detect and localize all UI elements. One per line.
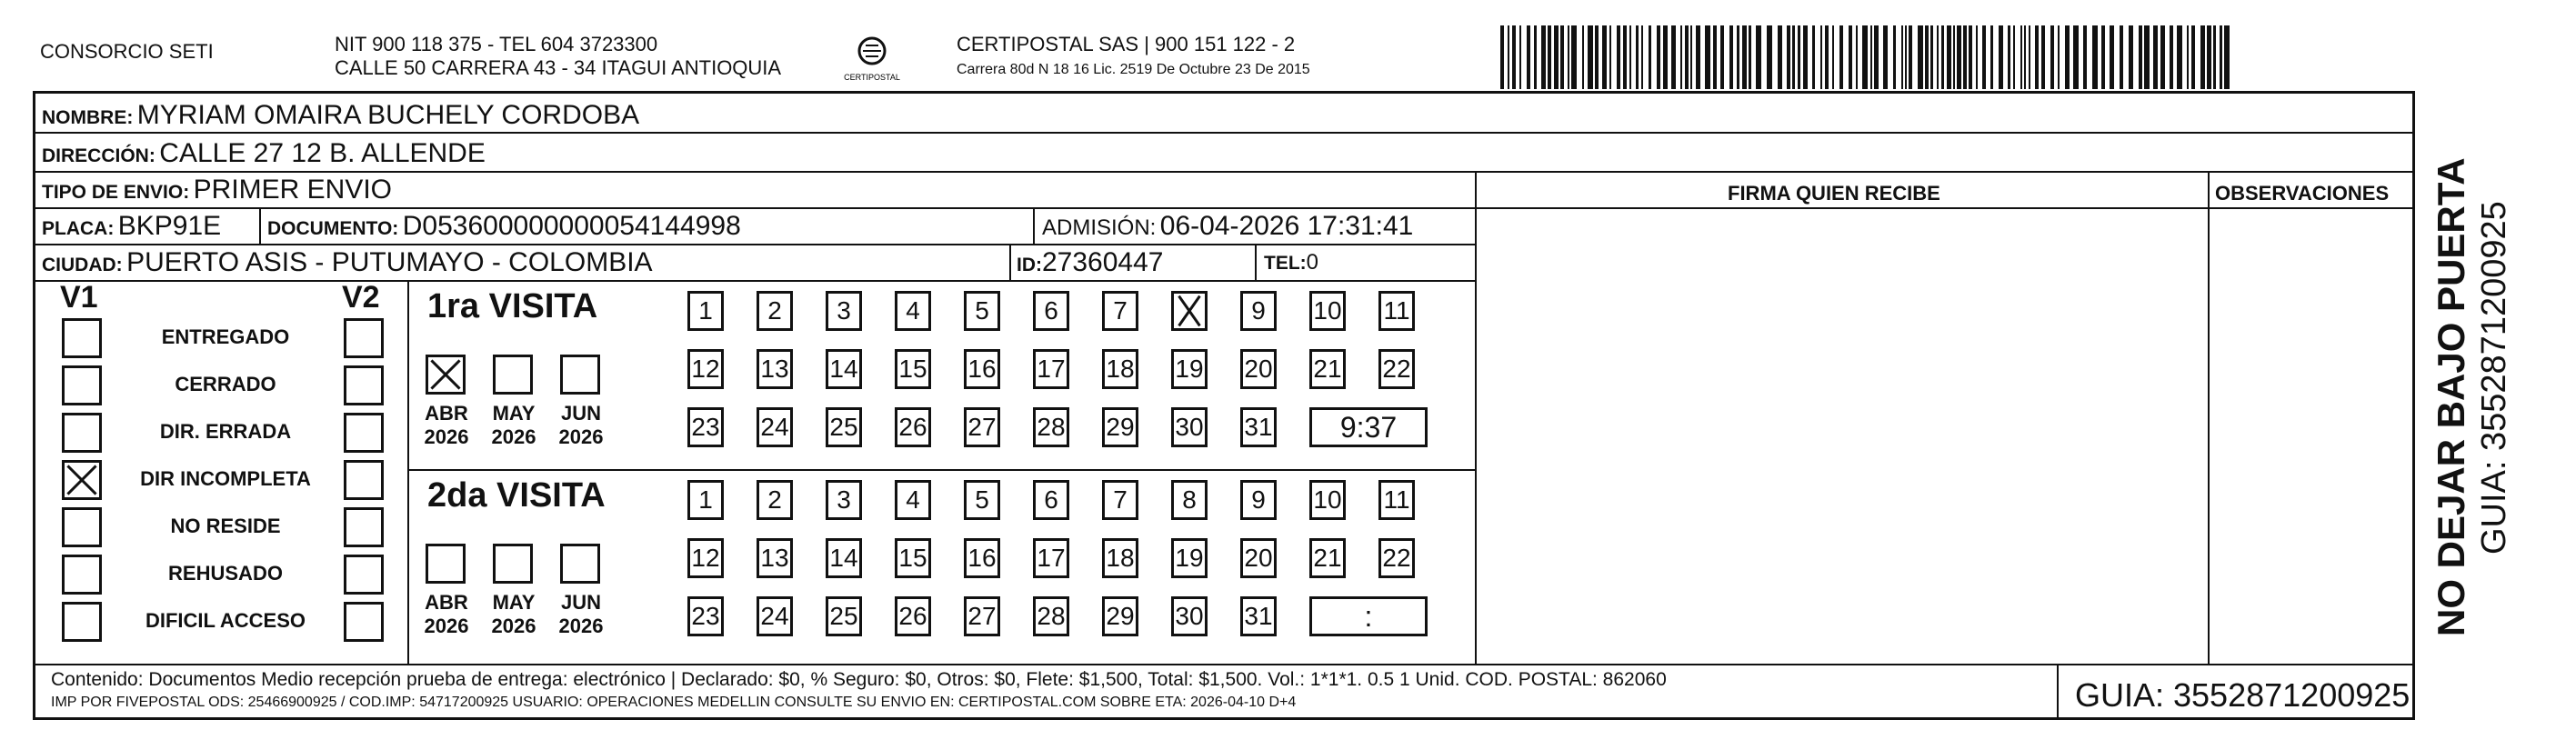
barcode-bar: [2177, 25, 2182, 89]
barcode-bar: [1527, 25, 1530, 89]
barcode-bar: [2213, 25, 2216, 89]
year-label: 2026: [491, 425, 536, 448]
barcode-bar: [1588, 25, 1593, 89]
barcode-bar: [1554, 25, 1559, 89]
barcode-bar: [1705, 25, 1710, 89]
v1-checkbox[interactable]: [62, 602, 102, 642]
license-line: Carrera 80d N 18 16 Lic. 2519 De Octubre 23 De 2015: [957, 62, 1310, 77]
cause-label: CERRADO: [175, 373, 276, 395]
day-box[interactable]: 27: [964, 407, 1000, 447]
signature-header: FIRMA QUIEN RECIBE: [1728, 182, 1940, 205]
barcode-bar: [1792, 25, 1795, 89]
month-checkbox[interactable]: [426, 544, 466, 584]
barcode-bar: [2139, 25, 2142, 89]
v1-checkbox[interactable]: [62, 413, 102, 453]
day-box[interactable]: 18: [1102, 538, 1138, 578]
barcode-bar: [2065, 25, 2070, 89]
day-box[interactable]: 16: [964, 349, 1000, 389]
year-label: 2026: [424, 425, 469, 448]
city-field: CIUDAD: PUERTO ASIS - PUTUMAYO - COLOMBIA: [42, 247, 653, 277]
shipment-type: PRIMER ENVIO: [193, 175, 393, 205]
barcode-bar: [1560, 25, 1564, 89]
company-name: CONSORCIO SETI: [40, 40, 214, 63]
id-value: 27360447: [1042, 247, 1164, 277]
day-box[interactable]: 10: [1309, 480, 1346, 520]
barcode-bar: [1617, 25, 1620, 89]
barcode-bar: [1636, 25, 1639, 89]
day-box[interactable]: 15: [895, 349, 931, 389]
city-value: PUERTO ASIS - PUTUMAYO - COLOMBIA: [126, 247, 653, 277]
barcode-bar: [1969, 25, 1972, 89]
barcode-bar: [1641, 25, 1643, 89]
day-box[interactable]: 26: [895, 407, 931, 447]
barcode-bar: [1767, 25, 1772, 89]
day-box[interactable]: 31: [1240, 596, 1277, 636]
document-field: DOCUMENTO: D053600000000054144998: [267, 211, 741, 241]
day-box[interactable]: 7: [1102, 291, 1138, 331]
v2-checkbox[interactable]: [344, 365, 384, 405]
barcode-bar: [1918, 25, 1923, 89]
barcode-bar: [1663, 25, 1668, 89]
barcode-bar: [1930, 25, 1933, 89]
plate-field: PLACA: BKP91E: [42, 211, 222, 241]
month-label: ABR: [425, 591, 468, 614]
barcode-bar: [1874, 25, 1879, 89]
barcode-bar: [1909, 25, 1912, 89]
day-box[interactable]: 25: [826, 596, 862, 636]
barcode-bar: [1685, 25, 1689, 89]
day-box[interactable]: 20: [1240, 349, 1277, 389]
barcode-bar: [1957, 25, 1961, 89]
day-box[interactable]: 7: [1102, 480, 1138, 520]
barcode-bar: [2120, 25, 2123, 89]
barcode: [1500, 25, 2237, 89]
v2-checkbox[interactable]: [344, 555, 384, 595]
barcode-bar: [2144, 25, 2150, 89]
name-field: NOMBRE: MYRIAM OMAIRA BUCHELY CORDOBA: [42, 100, 640, 130]
barcode-bar: [1602, 25, 1607, 89]
barcode-bar: [1862, 25, 1868, 89]
recipient-name: MYRIAM OMAIRA BUCHELY CORDOBA: [136, 100, 640, 130]
month-label: ABR: [425, 402, 468, 425]
barcode-bar: [1534, 25, 1537, 89]
year-label: 2026: [424, 615, 469, 637]
barcode-bar: [2170, 25, 2173, 89]
barcode-bar: [1883, 25, 1888, 89]
day-box[interactable]: 9: [1240, 480, 1277, 520]
v2-checkbox[interactable]: [344, 460, 384, 500]
barcode-bar: [1893, 25, 1896, 89]
barcode-bar: [2013, 25, 2015, 89]
day-box[interactable]: 8: [1171, 480, 1208, 520]
barcode-bar: [2160, 25, 2165, 89]
barcode-bar: [1696, 25, 1700, 89]
month-checkbox[interactable]: [560, 355, 600, 395]
print-info-line: IMP POR FIVEPOSTAL ODS: 25466900925 / COD.IMP: 54717200925 USUARIO: OPERACIONES MEDELLIN CONSULTE SU ENVIO EN: CERTIPOSTAL.COM SOBRE ETA: 2026-04-10 D+4: [51, 695, 1297, 710]
day-box[interactable]: 4: [895, 480, 931, 520]
day-box[interactable]: 17: [1033, 349, 1069, 389]
barcode-bar: [2024, 25, 2026, 89]
day-box[interactable]: 24: [757, 596, 793, 636]
barcode-bar: [1671, 25, 1676, 89]
day-box[interactable]: 2: [757, 291, 793, 331]
barcode-bar: [1720, 25, 1724, 89]
barcode-bar: [1742, 25, 1747, 89]
barcode-bar: [1820, 25, 1822, 89]
day-box[interactable]: 3: [826, 480, 862, 520]
barcode-bar: [2220, 25, 2222, 89]
cause-label: DIFICIL ACCESO: [145, 609, 306, 632]
month-year: [416, 402, 476, 449]
barcode-bar: [2035, 25, 2039, 89]
barcode-bar: [1839, 25, 1843, 89]
barcode-bar: [1729, 25, 1733, 89]
year-label: 2026: [558, 425, 604, 448]
observations-header: OBSERVACIONES: [2215, 182, 2390, 205]
barcode-bar: [2200, 25, 2205, 89]
v2-header: V2: [342, 280, 380, 315]
barcode-bar: [1925, 25, 1929, 89]
barcode-bar: [1508, 25, 1509, 89]
day-box[interactable]: 23: [687, 407, 724, 447]
day-box[interactable]: 29: [1102, 596, 1138, 636]
plate-value: BKP91E: [117, 211, 222, 241]
day-box[interactable]: 13: [757, 349, 793, 389]
day-box[interactable]: 19: [1171, 538, 1208, 578]
barcode-bar: [2029, 25, 2030, 89]
barcode-bar: [1623, 25, 1627, 89]
barcode-bar: [1519, 25, 1521, 89]
day-box[interactable]: 18: [1102, 349, 1138, 389]
visit-time[interactable]: :: [1309, 596, 1428, 636]
v2-checkbox[interactable]: [344, 413, 384, 453]
day-box[interactable]: 15: [895, 538, 931, 578]
day-box[interactable]: 28: [1033, 596, 1069, 636]
barcode-bar: [2073, 25, 2079, 89]
barcode-bar: [2092, 25, 2098, 89]
address-line: CALLE 50 CARRERA 43 - 34 ITAGUI ANTIOQUIA: [335, 56, 782, 79]
cause-label: DIR INCOMPLETA: [140, 467, 311, 490]
month-checkbox[interactable]: [493, 355, 533, 395]
barcode-bar: [1947, 25, 1951, 89]
barcode-bar: [1737, 25, 1739, 89]
day-box[interactable]: 9: [1240, 291, 1277, 331]
day-box[interactable]: 14: [826, 349, 862, 389]
barcode-bar: [1798, 25, 1800, 89]
barcode-bar: [2058, 25, 2060, 89]
day-box[interactable]: 27: [964, 596, 1000, 636]
day-box[interactable]: 6: [1033, 291, 1069, 331]
barcode-bar: [2083, 25, 2087, 89]
day-box[interactable]: 21: [1309, 349, 1346, 389]
barcode-bar: [1500, 25, 1504, 89]
barcode-bar: [1976, 25, 1978, 89]
day-box[interactable]: 25: [826, 407, 862, 447]
admission-date: 06-04-2026 17:31:41: [1159, 211, 1414, 241]
visit-title: 2da VISITA: [427, 476, 606, 515]
day-box[interactable]: 10: [1309, 291, 1346, 331]
month-year: [484, 402, 544, 449]
day-box[interactable]: 26: [895, 596, 931, 636]
year-label: 2026: [558, 615, 604, 637]
barcode-bar: [1812, 25, 1815, 89]
barcode-bar: [1856, 25, 1858, 89]
barcode-bar: [2020, 25, 2022, 89]
barcode-bar: [1609, 25, 1611, 89]
barcode-bar: [1905, 25, 1907, 89]
address-field: DIRECCIÓN: CALLE 27 12 B. ALLENDE: [42, 138, 486, 168]
day-box[interactable]: 14: [826, 538, 862, 578]
day-box[interactable]: 17: [1033, 538, 1069, 578]
month-checkbox[interactable]: [493, 544, 533, 584]
month-label: MAY: [492, 591, 536, 614]
barcode-bar: [2110, 25, 2114, 89]
barcode-bar: [2008, 25, 2010, 89]
day-box[interactable]: 12: [687, 538, 724, 578]
v1-checkbox[interactable]: [62, 555, 102, 595]
shipment-type-field: TIPO DE ENVIO: PRIMER ENVIO: [42, 175, 393, 205]
admission-field: ADMISIÓN: 06-04-2026 17:31:41: [1042, 211, 1414, 241]
day-box[interactable]: 30: [1171, 407, 1208, 447]
day-box[interactable]: 6: [1033, 480, 1069, 520]
cause-label: DIR. ERRADA: [159, 420, 292, 443]
cause-label: REHUSADO: [168, 562, 283, 585]
nit-line: NIT 900 118 375 - TEL 604 3723300: [335, 33, 658, 55]
day-box[interactable]: 22: [1378, 349, 1415, 389]
month-year: [551, 591, 611, 638]
barcode-bar: [2041, 25, 2045, 89]
id-field: ID:27360447: [1017, 247, 1164, 277]
barcode-bar: [2191, 25, 2195, 89]
day-box[interactable]: 19: [1171, 349, 1208, 389]
barcode-bar: [1568, 25, 1569, 89]
tel-value: 0: [1306, 250, 1319, 275]
barcode-bar: [2101, 25, 2105, 89]
day-box[interactable]: 21: [1309, 538, 1346, 578]
barcode-bar: [1548, 25, 1551, 89]
tel-field: TEL:0: [1264, 250, 1319, 275]
barcode-bar: [2129, 25, 2133, 89]
barcode-bar: [1512, 25, 1516, 89]
v1-header: V1: [60, 280, 98, 315]
day-box[interactable]: 23: [687, 596, 724, 636]
contents-line: Contenido: Documentos Medio recepción prueba de entrega: electrónico | Declarado: $0, % Seguro: $0, Otros: $0, Flete: $1,500, Total: $1,500. Vol.: 1*1*1. 0.5 1 Unid. COD. POSTAL: 862060: [51, 669, 1667, 690]
barcode-bar: [2224, 25, 2230, 89]
visit-time[interactable]: 9:37: [1309, 407, 1428, 447]
day-box[interactable]: 13: [757, 538, 793, 578]
barcode-bar: [1901, 25, 1903, 89]
day-box[interactable]: 31: [1240, 407, 1277, 447]
day-box[interactable]: 24: [757, 407, 793, 447]
day-box[interactable]: 28: [1033, 407, 1069, 447]
barcode-bar: [1690, 25, 1692, 89]
day-box[interactable]: 4: [895, 291, 931, 331]
barcode-bar: [1990, 25, 1993, 89]
barcode-bar: [1595, 25, 1599, 89]
month-year: [416, 591, 476, 638]
barcode-bar: [1756, 25, 1761, 89]
year-label: 2026: [491, 615, 536, 637]
day-box[interactable]: 1: [687, 291, 724, 331]
barcode-bar: [1778, 25, 1782, 89]
barcode-bar: [1571, 25, 1577, 89]
svg-text:CERTIPOSTAL: CERTIPOSTAL: [844, 73, 900, 82]
document-value: D053600000000054144998: [402, 211, 741, 241]
day-box[interactable]: 5: [964, 291, 1000, 331]
barcode-bar: [1582, 25, 1584, 89]
certipostal-logo: [840, 33, 904, 84]
barcode-bar: [1982, 25, 1986, 89]
day-box[interactable]: 12: [687, 349, 724, 389]
barcode-bar: [1963, 25, 1967, 89]
do-not-leave-warning: NO DEJAR BAJO PUERTA: [2430, 157, 2472, 636]
cause-label: ENTREGADO: [161, 325, 290, 348]
day-box[interactable]: 20: [1240, 538, 1277, 578]
v2-checkbox[interactable]: [344, 602, 384, 642]
barcode-bar: [1657, 25, 1660, 89]
barcode-bar: [2050, 25, 2054, 89]
guide-number: GUIA: 3552871200925: [2075, 676, 2411, 714]
day-box[interactable]: [1171, 291, 1208, 331]
barcode-bar: [1870, 25, 1872, 89]
month-label: JUN: [560, 591, 601, 614]
month-checkbox[interactable]: [426, 355, 466, 395]
v1-checkbox[interactable]: [62, 460, 102, 500]
month-label: MAY: [492, 402, 536, 425]
month-year: [484, 591, 544, 638]
month-checkbox[interactable]: [560, 544, 600, 584]
v2-checkbox[interactable]: [344, 507, 384, 547]
barcode-bar: [1629, 25, 1631, 89]
v1-checkbox[interactable]: [62, 365, 102, 405]
day-box[interactable]: 16: [964, 538, 1000, 578]
month-label: JUN: [560, 402, 601, 425]
barcode-bar: [1803, 25, 1808, 89]
cause-label: NO RESIDE: [170, 515, 281, 537]
day-box[interactable]: 30: [1171, 596, 1208, 636]
barcode-bar: [1713, 25, 1717, 89]
barcode-bar: [1832, 25, 1834, 89]
day-box[interactable]: 29: [1102, 407, 1138, 447]
barcode-bar: [1680, 25, 1682, 89]
barcode-bar: [1953, 25, 1955, 89]
barcode-bar: [1825, 25, 1829, 89]
recipient-address: CALLE 27 12 B. ALLENDE: [159, 138, 486, 168]
v1-checkbox[interactable]: [62, 507, 102, 547]
barcode-bar: [1937, 25, 1939, 89]
barcode-bar: [1999, 25, 2003, 89]
day-box[interactable]: 11: [1378, 291, 1415, 331]
barcode-bar: [1849, 25, 1852, 89]
visit-title: 1ra VISITA: [427, 287, 598, 325]
day-box[interactable]: 5: [964, 480, 1000, 520]
barcode-bar: [2187, 25, 2189, 89]
day-box[interactable]: 22: [1378, 538, 1415, 578]
barcode-bar: [1649, 25, 1651, 89]
barcode-bar: [1787, 25, 1790, 89]
barcode-bar: [2153, 25, 2158, 89]
day-box[interactable]: 2: [757, 480, 793, 520]
barcode-bar: [1941, 25, 1944, 89]
v1-checkbox[interactable]: [62, 318, 102, 358]
day-box[interactable]: 11: [1378, 480, 1415, 520]
day-box[interactable]: 3: [826, 291, 862, 331]
side-guide-number: GUIA: 3552871200925: [2475, 201, 2513, 555]
day-box[interactable]: 1: [687, 480, 724, 520]
barcode-bar: [1541, 25, 1546, 89]
barcode-bar: [2207, 25, 2211, 89]
carrier-line: CERTIPOSTAL SAS | 900 151 122 - 2: [957, 33, 1296, 55]
month-year: [551, 402, 611, 449]
barcode-bar: [1749, 25, 1751, 89]
v2-checkbox[interactable]: [344, 318, 384, 358]
